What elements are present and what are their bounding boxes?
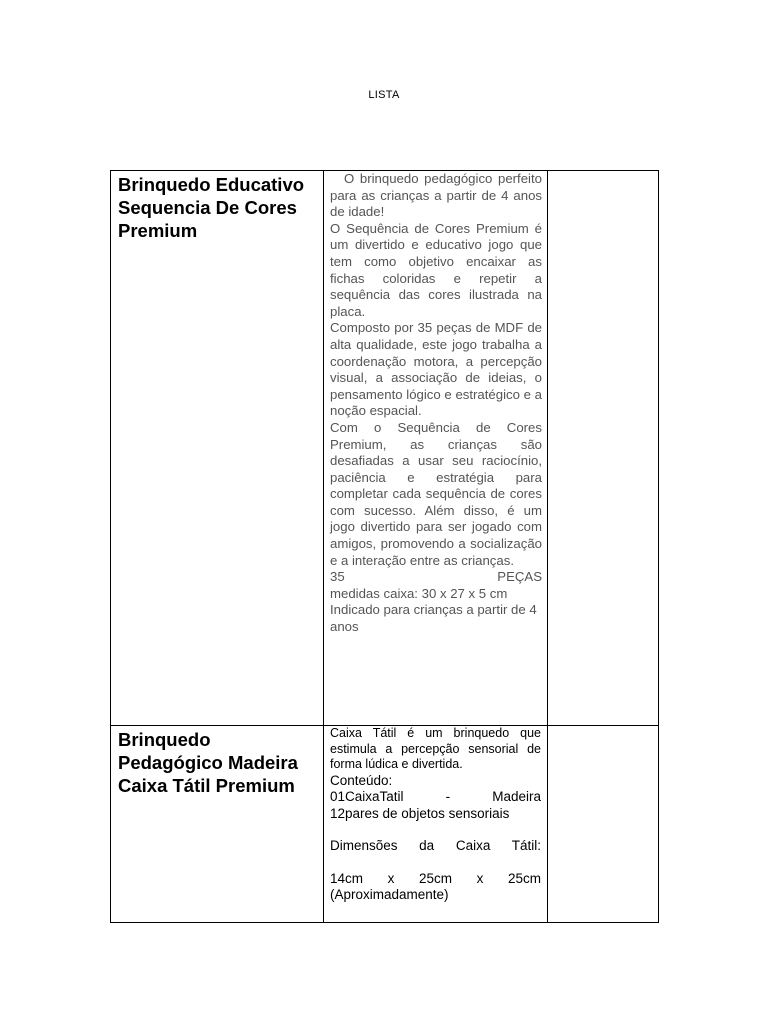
table-row xyxy=(111,726,659,923)
product-description xyxy=(324,726,547,904)
product-name: Brinquedo Educativo Sequencia De Cores Premium xyxy=(118,174,305,241)
dimensions-value: 14cm x 25cm x 25cm (Aproximadamente) xyxy=(330,870,541,902)
description-paragraph: O brinquedo pedagógico perfeito para as crianças a partir de 4 anos de idade! xyxy=(330,171,542,220)
product-description-cell xyxy=(324,726,548,923)
contents-label: Conteúdo: xyxy=(330,772,393,788)
product-name-cell xyxy=(111,171,324,726)
description-paragraph: O Sequência de Cores Premium é um divertido e educativo jogo que tem como objetivo encaixar as fichas coloridas e repetir a sequência das cores ilustrada na placa. xyxy=(330,220,542,319)
dimensions-label: Dimensões da Caixa Tátil: xyxy=(330,838,541,853)
description-paragraph: 35 PEÇAS xyxy=(330,569,542,585)
description-intro: Caixa Tátil é um brinquedo que estimula a percepção sensorial de forma lúdica e divertida. xyxy=(330,726,541,771)
product-name-cell xyxy=(111,726,324,923)
description-paragraph: Composto por 35 peças de MDF de alta qualidade, este jogo trabalha a coordenação motora, a percepção visual, a associação de ideias, o pensamento lógico e estratégico e a noção espacial. xyxy=(330,320,542,419)
description-paragraph: medidas caixa: 30 x 27 x 5 cm xyxy=(330,585,508,601)
page-heading: LISTA xyxy=(368,89,400,101)
table-row xyxy=(111,171,659,726)
product-extra-cell xyxy=(548,171,659,726)
product-table xyxy=(110,170,659,923)
description-paragraph: Indicado para crianças a partir de 4 anos xyxy=(330,602,537,635)
product-extra-cell xyxy=(548,726,659,923)
product-description-cell xyxy=(324,171,548,726)
product-description xyxy=(324,171,547,636)
contents-item: 12pares de objetos sensoriais xyxy=(330,805,510,821)
product-name: Brinquedo Pedagógico Madeira Caixa Tátil Premium xyxy=(118,729,298,796)
contents-item: 01CaixaTatil - Madeira xyxy=(330,789,541,804)
description-paragraph: Com o Sequência de Cores Premium, as crianças são desafiadas a usar seu raciocínio, paciência e estratégia para completar cada sequência de cores com sucesso. Além disso, é um jogo divertido para ser jogado com amigos, promovendo a socialização e a interação entre as crianças. xyxy=(330,419,542,568)
